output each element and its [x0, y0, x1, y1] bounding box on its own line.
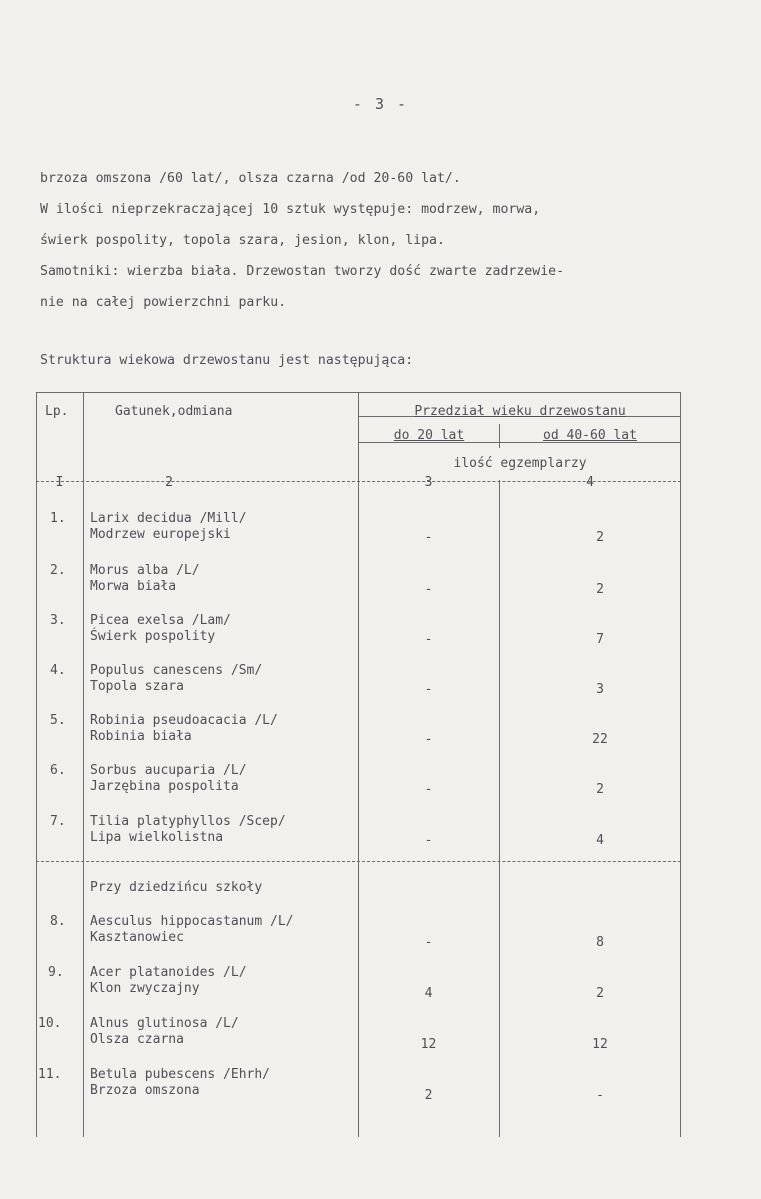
row-age-a: -	[424, 935, 433, 950]
row-latin: Alnus glutinosa /L/	[90, 1016, 239, 1031]
row-lp: 6.	[50, 763, 66, 778]
row-latin: Picea exelsa /Lam/	[90, 613, 231, 628]
row-lp: 9.	[48, 965, 64, 980]
intro-line-6: Struktura wiekowa drzewostanu jest następująca:	[40, 353, 414, 368]
row-lp: 11.	[38, 1067, 62, 1082]
header-age-a: do 20 lat	[393, 428, 465, 443]
row-age-a: 12	[420, 1037, 437, 1052]
row-age-a: 2	[424, 1088, 433, 1103]
header-age-range: Przedział wieku drzewostanu	[414, 404, 626, 419]
row-age-b: 22	[592, 732, 608, 747]
row-polish: Olsza czarna	[90, 1032, 184, 1047]
row-lp: 10.	[38, 1016, 62, 1031]
col-number-3: 3	[424, 475, 433, 490]
row-lp: 2.	[50, 563, 66, 578]
row-age-b: 12	[592, 1037, 608, 1052]
intro-line-4: Samotniki: wierzba biała. Drzewostan tworzy dość zwarte zadrzewie-	[40, 264, 565, 279]
row-latin: Populus canescens /Sm/	[90, 663, 263, 678]
intro-line-5: nie na całej powierzchni parku.	[40, 295, 287, 310]
row-polish: Topola szara	[90, 679, 184, 694]
row-polish: Jarzębina pospolita	[90, 779, 239, 794]
row-latin: Acer platanoides /L/	[90, 965, 247, 980]
row-age-b: 2	[596, 530, 604, 545]
row-polish: Klon zwyczajny	[90, 981, 200, 996]
divider-lp	[83, 392, 84, 1137]
col-number-2: 2	[165, 475, 173, 490]
row-lp: 7.	[50, 814, 66, 829]
intro-line-1: brzoza omszona /60 lat/, olsza czarna /od 20-60 lat/.	[40, 171, 461, 186]
row-polish: Robinia biała	[90, 729, 192, 744]
row-age-a: -	[424, 833, 433, 848]
row-latin: Sorbus aucuparia /L/	[90, 763, 247, 778]
row-lp: 8.	[50, 914, 66, 929]
row-polish: Świerk pospolity	[90, 629, 216, 644]
row-polish: Lipa wielkolistna	[90, 830, 224, 845]
col-number-1: I	[55, 475, 64, 490]
row-latin: Robinia pseudoacacia /L/	[90, 713, 278, 728]
row-age-a: -	[424, 682, 433, 697]
row-latin: Aesculus hippocastanum /L/	[90, 914, 294, 929]
row-polish: Kasztanowiec	[90, 930, 184, 945]
header-count: ilość egzemplarzy	[453, 456, 587, 471]
row-age-a: -	[424, 582, 433, 597]
row-latin: Larix decidua /Mill/	[90, 511, 247, 526]
row-lp: 4.	[50, 663, 66, 678]
row-polish: Morwa biała	[90, 579, 177, 594]
row-age-a: -	[424, 732, 433, 747]
row-age-b: 2	[596, 582, 604, 597]
row-latin: Morus alba /L/	[90, 563, 200, 578]
row-latin: Tilia platyphyllos /Scep/	[90, 814, 286, 829]
row-latin: Betula pubescens /Ehrh/	[90, 1067, 271, 1082]
intro-line-3: świerk pospolity, topola szara, jesion, klon, lipa.	[40, 233, 445, 248]
table-left-border	[36, 392, 37, 1137]
row-age-b: 2	[596, 986, 604, 1001]
section-title: Przy dziedzińcu szkoły	[90, 880, 263, 895]
page-number: - 3 -	[352, 95, 409, 113]
row-age-a: -	[424, 782, 433, 797]
row-lp: 5.	[50, 713, 66, 728]
header-species: Gatunek,odmiana	[115, 404, 233, 419]
row-polish: Brzoza omszona	[90, 1083, 200, 1098]
row-lp: 3.	[50, 613, 66, 628]
row-age-b: 2	[596, 782, 604, 797]
row-age-a: -	[424, 632, 433, 647]
header-lp: Lp.	[45, 404, 69, 419]
header-age-b: od 40-60 lat	[543, 428, 637, 443]
row-age-b: 7	[596, 632, 604, 647]
row-age-b: 3	[596, 682, 604, 697]
table-right-border	[680, 392, 681, 1137]
row-age-a: -	[424, 530, 433, 545]
row-age-a: 4	[424, 986, 433, 1001]
row-age-b: 4	[596, 833, 604, 848]
row-age-b: -	[596, 1088, 604, 1103]
row-age-b: 8	[596, 935, 604, 950]
section-separator	[36, 861, 681, 862]
row-polish: Modrzew europejski	[90, 527, 231, 542]
col-number-4: 4	[586, 475, 594, 490]
divider-species	[358, 392, 359, 1137]
intro-line-2: W ilości nieprzekraczającej 10 sztuk występuje: modrzew, morwa,	[40, 202, 541, 217]
row-lp: 1.	[50, 511, 66, 526]
